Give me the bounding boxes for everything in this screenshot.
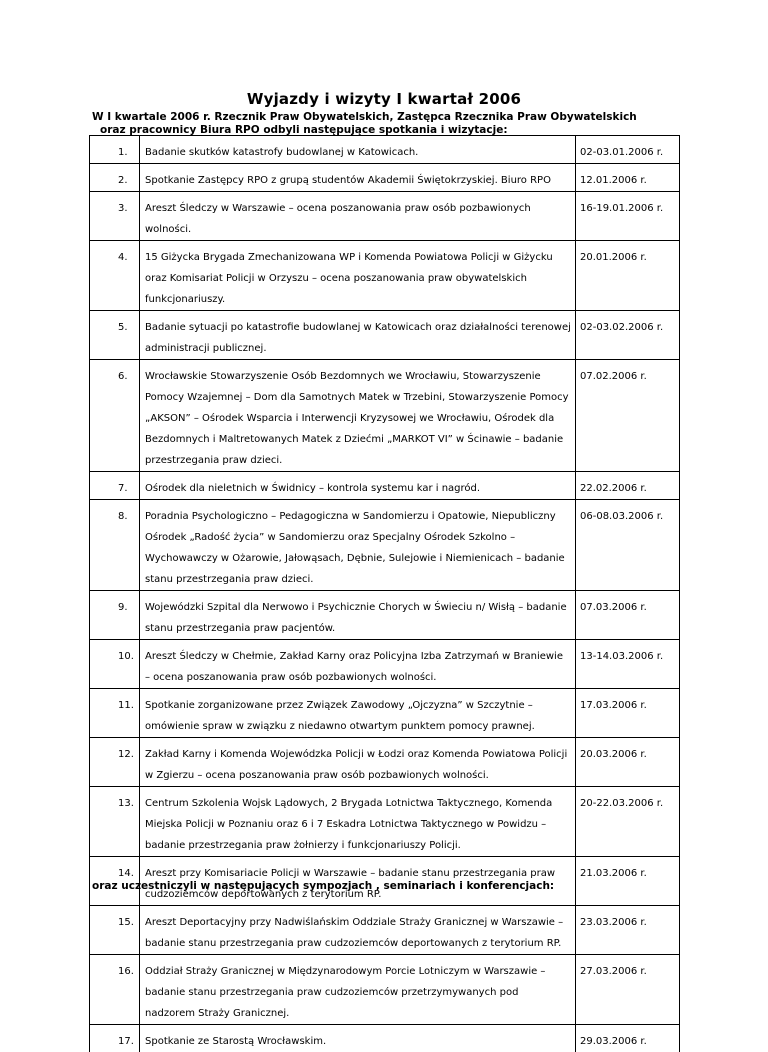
- row-date: 20.01.2006 r.: [576, 241, 680, 311]
- row-number: 6.: [90, 360, 140, 472]
- row-date: 21.03.2006 r.: [576, 857, 680, 906]
- row-number: 15.: [90, 906, 140, 955]
- table-row: [90, 360, 680, 472]
- row-description: Spotkanie Zastępcy RPO z grupą studentów Akademii Świętokrzyskiej. Biuro RPO: [140, 164, 576, 192]
- row-number: 8.: [90, 500, 140, 591]
- row-description: Oddział Straży Granicznej w Międzynarodowym Porcie Lotniczym w Warszawie – badanie stanu przestrzegania praw cudzoziemców przetrzymywanych pod nadzorem Straży Granicznej.: [140, 955, 576, 1025]
- row-date: 13-14.03.2006 r.: [576, 640, 680, 689]
- table-row: [90, 472, 680, 500]
- row-description: Spotkanie zorganizowane przez Związek Zawodowy „Ojczyzna” w Szczytnie – omówienie spraw w związku z niedawno otwartym punktem pomocy prawnej.: [140, 689, 576, 738]
- intro-paragraph: [92, 111, 692, 137]
- row-description: Badanie sytuacji po katastrofie budowlanej w Katowicach oraz działalności terenowej administracji publicznej.: [140, 311, 576, 360]
- table-row: [90, 136, 680, 164]
- row-date: 29.03.2006 r.: [576, 1025, 680, 1052]
- table-row: [90, 906, 680, 955]
- table-row: [90, 787, 680, 857]
- row-description: Poradnia Psychologiczno – Pedagogiczna w Sandomierzu i Opatowie, Niepubliczny Ośrodek „Radość życia” w Sandomierzu oraz Specjalny Ośrodek Szkolno – Wychowawczy w Ożarowie, Jałowąsach, Dębnie, Sulejowie i Niemienicach – badanie stanu przestrzegania praw dzieci.: [140, 500, 576, 591]
- row-number: 13.: [90, 787, 140, 857]
- table-row: [90, 640, 680, 689]
- row-date: 27.03.2006 r.: [576, 955, 680, 1025]
- row-date: 06-08.03.2006 r.: [576, 500, 680, 591]
- row-description: Spotkanie ze Starostą Wrocławskim.: [140, 1025, 576, 1052]
- intro-line-1: W I kwartale 2006 r. Rzecznik Praw Obywatelskich, Zastępca Rzecznika Praw Obywatelskich: [92, 111, 692, 124]
- table-row: [90, 164, 680, 192]
- row-number: 1.: [90, 136, 140, 164]
- table-row: [90, 738, 680, 787]
- row-number: 5.: [90, 311, 140, 360]
- visits-table: [89, 135, 680, 1052]
- row-number: 12.: [90, 738, 140, 787]
- row-number: 7.: [90, 472, 140, 500]
- row-date: 16-19.01.2006 r.: [576, 192, 680, 241]
- row-date: 22.02.2006 r.: [576, 472, 680, 500]
- table-row: [90, 955, 680, 1025]
- outro-text: oraz uczestniczyli w następujących sympozjach , seminariach i konferencjach:: [92, 880, 554, 892]
- row-number: 16.: [90, 955, 140, 1025]
- row-date: 20-22.03.2006 r.: [576, 787, 680, 857]
- row-date: 17.03.2006 r.: [576, 689, 680, 738]
- row-date: 07.02.2006 r.: [576, 360, 680, 472]
- table-row: [90, 591, 680, 640]
- row-number: 14.: [90, 857, 140, 906]
- row-number: 11.: [90, 689, 140, 738]
- intro-line-2: oraz pracownicy Biura RPO odbyli następujące spotkania i wizytacje:: [92, 124, 692, 137]
- row-description: Areszt Śledczy w Chełmie, Zakład Karny oraz Policyjna Izba Zatrzymań w Braniewie – ocena poszanowania praw osób pozbawionych wolności.: [140, 640, 576, 689]
- row-number: 4.: [90, 241, 140, 311]
- row-description: Wrocławskie Stowarzyszenie Osób Bezdomnych we Wrocławiu, Stowarzyszenie Pomocy Wzajemnej – Dom dla Samotnych Matek w Trzebini, Stowarzyszenie Pomocy „AKSON” – Ośrodek Wsparcia i Interwencji Kryzysowej we Wrocławiu, Ośrodek dla Bezdomnych i Maltretowanych Matek z Dziećmi „MARKOT VI” w Ścinawie – badanie przestrzegania praw dzieci.: [140, 360, 576, 472]
- row-date: 02-03.02.2006 r.: [576, 311, 680, 360]
- table-row: [90, 241, 680, 311]
- row-description: Areszt przy Komisariacie Policji w Warszawie – badanie stanu przestrzegania praw cudzoziemców deportowanych z terytorium RP.: [140, 857, 576, 906]
- row-number: 17.: [90, 1025, 140, 1052]
- table-row: [90, 689, 680, 738]
- table-row: [90, 311, 680, 360]
- row-date: 20.03.2006 r.: [576, 738, 680, 787]
- row-description: 15 Giżycka Brygada Zmechanizowana WP i Komenda Powiatowa Policji w Giżycku oraz Komisariat Policji w Orzyszu – ocena poszanowania praw obywatelskich funkcjonariuszy.: [140, 241, 576, 311]
- row-date: 23.03.2006 r.: [576, 906, 680, 955]
- row-date: 12.01.2006 r.: [576, 164, 680, 192]
- row-description: Areszt Śledczy w Warszawie – ocena poszanowania praw osób pozbawionych wolności.: [140, 192, 576, 241]
- row-description: Wojewódzki Szpital dla Nerwowo i Psychicznie Chorych w Świeciu n/ Wisłą – badanie stanu przestrzegania praw pacjentów.: [140, 591, 576, 640]
- row-description: Zakład Karny i Komenda Wojewódzka Policji w Łodzi oraz Komenda Powiatowa Policji w Zgierzu – ocena poszanowania praw osób pozbawionych wolności.: [140, 738, 576, 787]
- page-title: Wyjazdy i wizyty I kwartał 2006: [0, 90, 768, 108]
- row-number: 10.: [90, 640, 140, 689]
- table-row: [90, 192, 680, 241]
- row-description: Badanie skutków katastrofy budowlanej w Katowicach.: [140, 136, 576, 164]
- row-date: 02-03.01.2006 r.: [576, 136, 680, 164]
- row-number: 9.: [90, 591, 140, 640]
- row-date: 07.03.2006 r.: [576, 591, 680, 640]
- row-number: 2.: [90, 164, 140, 192]
- row-number: 3.: [90, 192, 140, 241]
- table-row: [90, 500, 680, 591]
- row-description: Areszt Deportacyjny przy Nadwiślańskim Oddziale Straży Granicznej w Warszawie – badanie stanu przestrzegania praw cudzoziemców deportowanych z terytorium RP.: [140, 906, 576, 955]
- row-description: Ośrodek dla nieletnich w Świdnicy – kontrola systemu kar i nagród.: [140, 472, 576, 500]
- table-row: [90, 1025, 680, 1052]
- row-description: Centrum Szkolenia Wojsk Lądowych, 2 Brygada Lotnictwa Taktycznego, Komenda Miejska Policji w Poznaniu oraz 6 i 7 Eskadra Lotnictwa Taktycznego w Powidzu – badanie przestrzegania praw żołnierzy i funkcjonariuszy Policji.: [140, 787, 576, 857]
